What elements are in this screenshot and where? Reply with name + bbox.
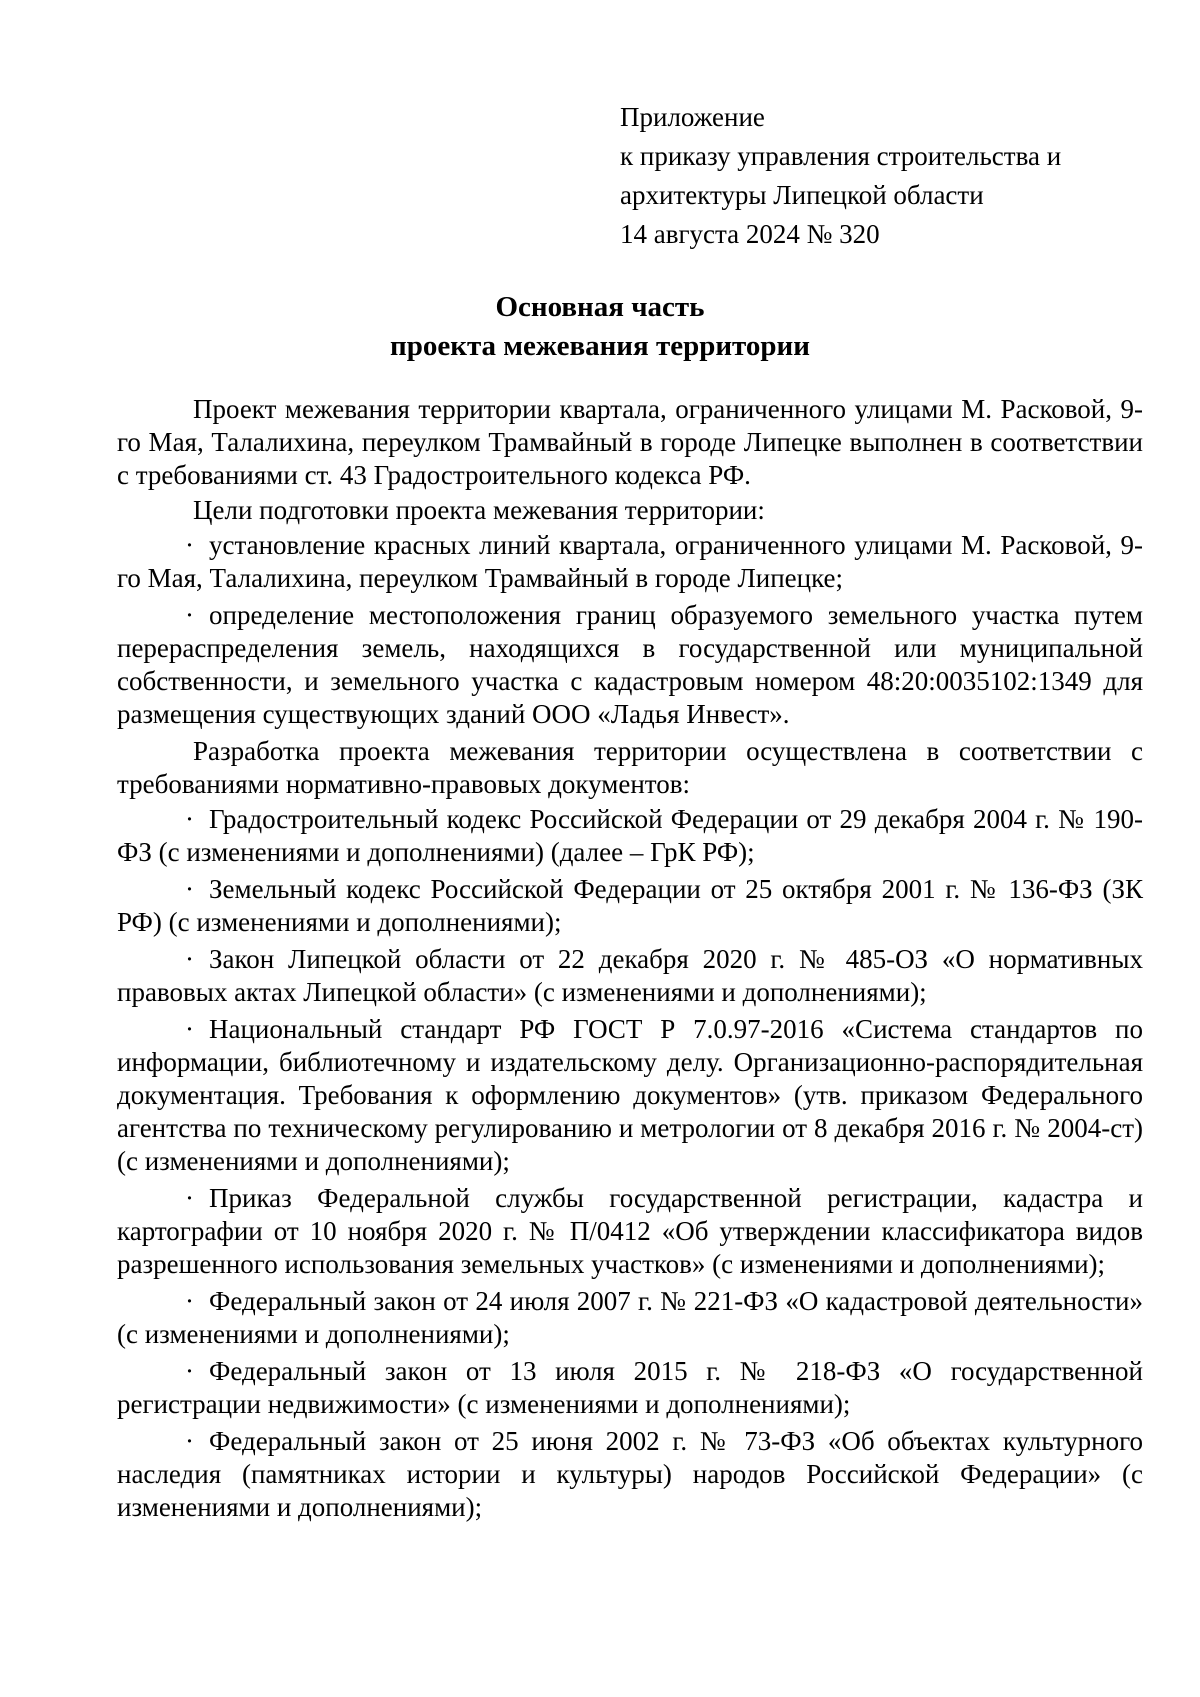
appendix-line: 14 августа 2024 № 320 <box>620 219 880 249</box>
doc-item <box>117 943 1143 1009</box>
title-line-2: проекта межевания территории <box>390 330 810 362</box>
goal-item <box>117 599 1143 731</box>
goal-item-text: установление красных линий квартала, ограниченного улицами М. Расковой, 9-го Мая, Талалихина, переулком Трамвайный в городе Липецке; <box>117 530 1143 593</box>
appendix-block <box>620 98 1061 254</box>
document-title <box>0 288 1200 366</box>
goal-item-text: определение местоположения границ образуемого земельного участка путем перераспределения земель, находящихся в государственной или муниципальной собственности, и земельного участка с кадастровым номером 48:20:0035102:1349 для размещения существующих зданий ООО «Ладья Инвест». <box>117 600 1143 729</box>
doc-item-text: Федеральный закон от 24 июля 2007 г. № 221-ФЗ «О кадастровой деятельности» (с изменениями и дополнениями); <box>117 1286 1143 1349</box>
appendix-line: архитектуры Липецкой области <box>620 180 984 210</box>
doc-item <box>117 1182 1143 1281</box>
doc-item <box>117 873 1143 939</box>
doc-item <box>117 803 1143 869</box>
bullet-marker: · <box>185 1286 194 1316</box>
appendix-line: к приказу управления строительства и <box>620 141 1062 171</box>
title-line-1: Основная часть <box>495 291 705 323</box>
document-body <box>117 393 1143 1528</box>
bullet-marker: · <box>185 600 194 630</box>
bullet-marker: · <box>185 1014 194 1044</box>
doc-item-text: Федеральный закон от 25 июня 2002 г. № 73-ФЗ «Об объектах культурного наследия (памятниках истории и культуры) народов Российской Федерации» (с изменениями и дополнениями); <box>117 1426 1143 1522</box>
docs-heading: Разработка проекта межевания территории осуществлена в соответствии с требованиями нормативно-правовых документов: <box>117 736 1143 799</box>
doc-item <box>117 1285 1143 1351</box>
intro-paragraph: Проект межевания территории квартала, ограниченного улицами М. Расковой, 9-го Мая, Талалихина, переулком Трамвайный в городе Липецке выполнен в соответствии с требованиями ст. 43 Градостроительного кодекса РФ. <box>117 394 1143 490</box>
doc-item-text: Федеральный закон от 13 июля 2015 г. № 218-ФЗ «О государственной регистрации недвижимости» (с изменениями и дополнениями); <box>117 1356 1143 1419</box>
goals-heading: Цели подготовки проекта межевания территории: <box>193 495 765 525</box>
doc-item <box>117 1013 1143 1178</box>
bullet-marker: · <box>185 944 194 974</box>
goal-item <box>117 529 1143 595</box>
doc-item-text: Национальный стандарт РФ ГОСТ Р 7.0.97-2016 «Система стандартов по информации, библиотечному и издательскому делу. Организационно-распорядительная документация. Требования к оформлению документов» (утв. приказом Федерального агентства по техническому регулированию и метрологии от 8 декабря 2016 г. № 2004-ст) (с изменениями и дополнениями); <box>117 1014 1143 1176</box>
bullet-marker: · <box>185 530 194 560</box>
doc-item <box>117 1355 1143 1421</box>
bullet-marker: · <box>185 1183 194 1213</box>
doc-item-text: Приказ Федеральной службы государственной регистрации, кадастра и картографии от 10 ноября 2020 г. № П/0412 «Об утверждении классификатора видов разрешенного использования земельных участков» (с изменениями и дополнениями); <box>117 1183 1143 1279</box>
doc-item-text: Градостроительный кодекс Российской Федерации от 29 декабря 2004 г. № 190-ФЗ (с изменениями и дополнениями) (далее – ГрК РФ); <box>117 804 1143 867</box>
doc-item-text: Земельный кодекс Российской Федерации от 25 октября 2001 г. № 136-ФЗ (ЗК РФ) (с изменениями и дополнениями); <box>117 874 1143 937</box>
bullet-marker: · <box>185 874 194 904</box>
bullet-marker: · <box>185 1356 194 1386</box>
doc-item-text: Закон Липецкой области от 22 декабря 2020 г. № 485-ОЗ «О нормативных правовых актах Липецкой области» (с изменениями и дополнениями); <box>117 944 1143 1007</box>
bullet-marker: · <box>185 1426 194 1456</box>
appendix-line: Приложение <box>620 102 765 132</box>
bullet-marker: · <box>185 804 194 834</box>
doc-item <box>117 1425 1143 1524</box>
